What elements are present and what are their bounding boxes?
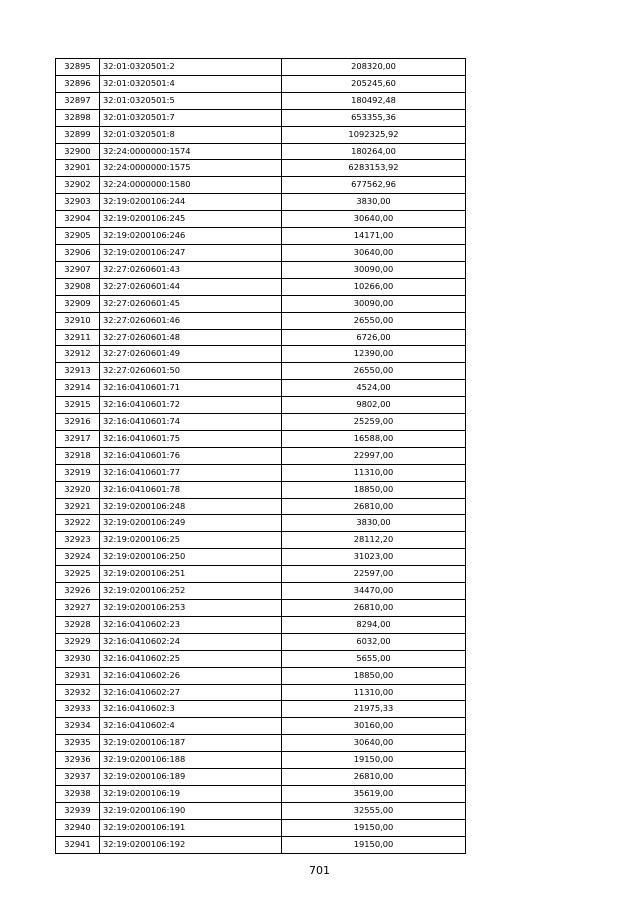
cadastral-number-cell: 32:19:0200106:191: [100, 819, 282, 836]
cadastral-value-cell: 180492,48: [282, 92, 466, 109]
row-number-cell: 32936: [56, 752, 100, 769]
cadastral-number-cell: 32:19:0200106:192: [100, 836, 282, 853]
cadastral-number-cell: 32:19:0200106:252: [100, 583, 282, 600]
row-number-cell: 32907: [56, 261, 100, 278]
table-row: [56, 532, 466, 549]
row-number-cell: 32930: [56, 650, 100, 667]
cadastral-number-cell: 32:19:0200106:189: [100, 769, 282, 786]
cadastral-number-cell: 32:01:0320501:2: [100, 59, 282, 76]
table-row: [56, 211, 466, 228]
table-row: [56, 278, 466, 295]
row-number-cell: 32922: [56, 515, 100, 532]
row-number-cell: 32916: [56, 414, 100, 431]
row-number-cell: 32895: [56, 59, 100, 76]
table-row: [56, 194, 466, 211]
cadastral-number-cell: 32:24:0000000:1575: [100, 160, 282, 177]
cadastral-number-cell: 32:19:0200106:187: [100, 735, 282, 752]
table-row: [56, 177, 466, 194]
cadastral-number-cell: 32:19:0200106:25: [100, 532, 282, 549]
cadastral-number-cell: 32:19:0200106:253: [100, 600, 282, 617]
cadastral-value-cell: 9802,00: [282, 397, 466, 414]
cadastral-value-cell: 22997,00: [282, 447, 466, 464]
table-row: [56, 143, 466, 160]
table-row: [56, 346, 466, 363]
cadastral-number-cell: 32:01:0320501:8: [100, 126, 282, 143]
table-row: [56, 397, 466, 414]
row-number-cell: 32937: [56, 769, 100, 786]
table-row: [56, 295, 466, 312]
cadastral-value-cell: 12390,00: [282, 346, 466, 363]
cadastral-value-cell: 6726,00: [282, 329, 466, 346]
row-number-cell: 32912: [56, 346, 100, 363]
cadastral-value-cell: 11310,00: [282, 684, 466, 701]
cadastral-value-cell: 3830,00: [282, 194, 466, 211]
table-row: [56, 498, 466, 515]
table-row: [56, 380, 466, 397]
cadastral-value-cell: 30640,00: [282, 735, 466, 752]
cadastral-value-cell: 30640,00: [282, 211, 466, 228]
table-row: [56, 785, 466, 802]
row-number-cell: 32903: [56, 194, 100, 211]
table-row: [56, 566, 466, 583]
cadastral-number-cell: 32:19:0200106:245: [100, 211, 282, 228]
cadastral-number-cell: 32:19:0200106:188: [100, 752, 282, 769]
cadastral-number-cell: 32:01:0320501:5: [100, 92, 282, 109]
cadastral-number-cell: 32:16:0410602:27: [100, 684, 282, 701]
cadastral-value-cell: 34470,00: [282, 583, 466, 600]
table-row: [56, 464, 466, 481]
cadastral-number-cell: 32:19:0200106:250: [100, 549, 282, 566]
cadastral-value-cell: 18850,00: [282, 667, 466, 684]
table-row: [56, 75, 466, 92]
table-row: [56, 583, 466, 600]
row-number-cell: 32898: [56, 109, 100, 126]
table-row: [56, 633, 466, 650]
cadastral-value-cell: 28112,20: [282, 532, 466, 549]
table-row: [56, 228, 466, 245]
cadastral-number-cell: 32:16:0410602:25: [100, 650, 282, 667]
row-number-cell: 32925: [56, 566, 100, 583]
row-number-cell: 32908: [56, 278, 100, 295]
cadastral-number-cell: 32:19:0200106:248: [100, 498, 282, 515]
row-number-cell: 32901: [56, 160, 100, 177]
cadastral-number-cell: 32:01:0320501:4: [100, 75, 282, 92]
table-row: [56, 701, 466, 718]
table-row: [56, 92, 466, 109]
table-row: [56, 549, 466, 566]
table-row: [56, 752, 466, 769]
page-number: 701: [309, 864, 330, 877]
table-row: [56, 312, 466, 329]
row-number-cell: 32941: [56, 836, 100, 853]
table-row: [56, 481, 466, 498]
cadastral-value-cell: 5655,00: [282, 650, 466, 667]
row-number-cell: 32902: [56, 177, 100, 194]
row-number-cell: 32919: [56, 464, 100, 481]
cadastral-value-cell: 677562,96: [282, 177, 466, 194]
cadastral-value-cell: 26810,00: [282, 769, 466, 786]
cadastral-number-cell: 32:16:0410601:78: [100, 481, 282, 498]
row-number-cell: 32933: [56, 701, 100, 718]
cadastral-value-cell: 19150,00: [282, 819, 466, 836]
cadastral-value-cell: 26810,00: [282, 600, 466, 617]
cadastral-value-cell: 1092325,92: [282, 126, 466, 143]
cadastral-number-cell: 32:27:0260601:50: [100, 363, 282, 380]
row-number-cell: 32927: [56, 600, 100, 617]
table-row: [56, 363, 466, 380]
cadastral-number-cell: 32:16:0410601:76: [100, 447, 282, 464]
cadastral-number-cell: 32:19:0200106:246: [100, 228, 282, 245]
row-number-cell: 32900: [56, 143, 100, 160]
table-row: [56, 261, 466, 278]
cadastral-number-cell: 32:16:0410601:71: [100, 380, 282, 397]
row-number-cell: 32932: [56, 684, 100, 701]
row-number-cell: 32923: [56, 532, 100, 549]
cadastral-value-cell: 16588,00: [282, 430, 466, 447]
cadastral-number-cell: 32:19:0200106:244: [100, 194, 282, 211]
row-number-cell: 32921: [56, 498, 100, 515]
row-number-cell: 32911: [56, 329, 100, 346]
row-number-cell: 32935: [56, 735, 100, 752]
cadastral-number-cell: 32:16:0410602:23: [100, 616, 282, 633]
table-body: [56, 59, 466, 854]
cadastral-number-cell: 32:27:0260601:43: [100, 261, 282, 278]
cadastral-number-cell: 32:16:0410601:77: [100, 464, 282, 481]
cadastral-value-cell: 10266,00: [282, 278, 466, 295]
cadastral-number-cell: 32:01:0320501:7: [100, 109, 282, 126]
row-number-cell: 32917: [56, 430, 100, 447]
row-number-cell: 32924: [56, 549, 100, 566]
cadastral-number-cell: 32:16:0410602:24: [100, 633, 282, 650]
table-row: [56, 600, 466, 617]
cadastral-value-cell: 205245,60: [282, 75, 466, 92]
row-number-cell: 32909: [56, 295, 100, 312]
cadastral-value-cell: 22597,00: [282, 566, 466, 583]
table-row: [56, 515, 466, 532]
cadastral-number-cell: 32:27:0260601:44: [100, 278, 282, 295]
table-row: [56, 414, 466, 431]
cadastral-value-cell: 653355,36: [282, 109, 466, 126]
row-number-cell: 32904: [56, 211, 100, 228]
cadastral-number-cell: 32:27:0260601:48: [100, 329, 282, 346]
cadastral-number-cell: 32:19:0200106:247: [100, 244, 282, 261]
table-row: [56, 329, 466, 346]
row-number-cell: 32929: [56, 633, 100, 650]
row-number-cell: 32940: [56, 819, 100, 836]
table-row: [56, 802, 466, 819]
cadastral-value-cell: 35619,00: [282, 785, 466, 802]
cadastral-value-cell: 6283153,92: [282, 160, 466, 177]
row-number-cell: 32897: [56, 92, 100, 109]
table-row: [56, 769, 466, 786]
cadastral-value-cell: 19150,00: [282, 752, 466, 769]
cadastral-number-cell: 32:19:0200106:251: [100, 566, 282, 583]
cadastral-number-cell: 32:16:0410602:4: [100, 718, 282, 735]
cadastral-value-cell: 30160,00: [282, 718, 466, 735]
table-row: [56, 735, 466, 752]
table-row: [56, 836, 466, 853]
row-number-cell: 32899: [56, 126, 100, 143]
cadastral-value-cell: 4524,00: [282, 380, 466, 397]
cadastral-value-cell: 25259,00: [282, 414, 466, 431]
cadastral-number-cell: 32:27:0260601:49: [100, 346, 282, 363]
row-number-cell: 32915: [56, 397, 100, 414]
cadastral-value-cell: 21975,33: [282, 701, 466, 718]
table-row: [56, 447, 466, 464]
row-number-cell: 32934: [56, 718, 100, 735]
cadastral-value-cell: 208320,00: [282, 59, 466, 76]
row-number-cell: 32920: [56, 481, 100, 498]
cadastral-value-cell: 14171,00: [282, 228, 466, 245]
table-row: [56, 244, 466, 261]
table-row: [56, 126, 466, 143]
cadastral-number-cell: 32:16:0410601:72: [100, 397, 282, 414]
cadastral-number-cell: 32:16:0410602:3: [100, 701, 282, 718]
table-row: [56, 684, 466, 701]
cadastral-value-cell: 31023,00: [282, 549, 466, 566]
cadastral-number-cell: 32:27:0260601:46: [100, 312, 282, 329]
cadastral-number-cell: 32:19:0200106:19: [100, 785, 282, 802]
cadastral-value-cell: 26550,00: [282, 312, 466, 329]
table-row: [56, 667, 466, 684]
cadastral-value-cell: 32555,00: [282, 802, 466, 819]
row-number-cell: 32928: [56, 616, 100, 633]
cadastral-value-cell: 30640,00: [282, 244, 466, 261]
cadastral-value-cell: 18850,00: [282, 481, 466, 498]
cadastral-value-cell: 180264,00: [282, 143, 466, 160]
cadastral-value-cell: 30090,00: [282, 261, 466, 278]
cadastral-number-cell: 32:24:0000000:1574: [100, 143, 282, 160]
table-row: [56, 160, 466, 177]
row-number-cell: 32938: [56, 785, 100, 802]
cadastral-value-table: [55, 58, 466, 854]
row-number-cell: 32910: [56, 312, 100, 329]
cadastral-number-cell: 32:27:0260601:45: [100, 295, 282, 312]
cadastral-value-cell: 19150,00: [282, 836, 466, 853]
row-number-cell: 32926: [56, 583, 100, 600]
row-number-cell: 32914: [56, 380, 100, 397]
cadastral-number-cell: 32:16:0410601:75: [100, 430, 282, 447]
cadastral-value-cell: 11310,00: [282, 464, 466, 481]
row-number-cell: 32918: [56, 447, 100, 464]
cadastral-number-cell: 32:24:0000000:1580: [100, 177, 282, 194]
table-row: [56, 819, 466, 836]
cadastral-value-cell: 26550,00: [282, 363, 466, 380]
row-number-cell: 32913: [56, 363, 100, 380]
table-row: [56, 109, 466, 126]
table-row: [56, 718, 466, 735]
row-number-cell: 32906: [56, 244, 100, 261]
row-number-cell: 32905: [56, 228, 100, 245]
cadastral-number-cell: 32:19:0200106:190: [100, 802, 282, 819]
row-number-cell: 32931: [56, 667, 100, 684]
row-number-cell: 32939: [56, 802, 100, 819]
table-row: [56, 59, 466, 76]
cadastral-value-cell: 3830,00: [282, 515, 466, 532]
cadastral-number-cell: 32:19:0200106:249: [100, 515, 282, 532]
cadastral-value-cell: 6032,00: [282, 633, 466, 650]
table-row: [56, 430, 466, 447]
cadastral-value-cell: 30090,00: [282, 295, 466, 312]
cadastral-number-cell: 32:16:0410602:26: [100, 667, 282, 684]
table-row: [56, 616, 466, 633]
row-number-cell: 32896: [56, 75, 100, 92]
cadastral-value-cell: 8294,00: [282, 616, 466, 633]
table-row: [56, 650, 466, 667]
cadastral-value-cell: 26810,00: [282, 498, 466, 515]
cadastral-number-cell: 32:16:0410601:74: [100, 414, 282, 431]
